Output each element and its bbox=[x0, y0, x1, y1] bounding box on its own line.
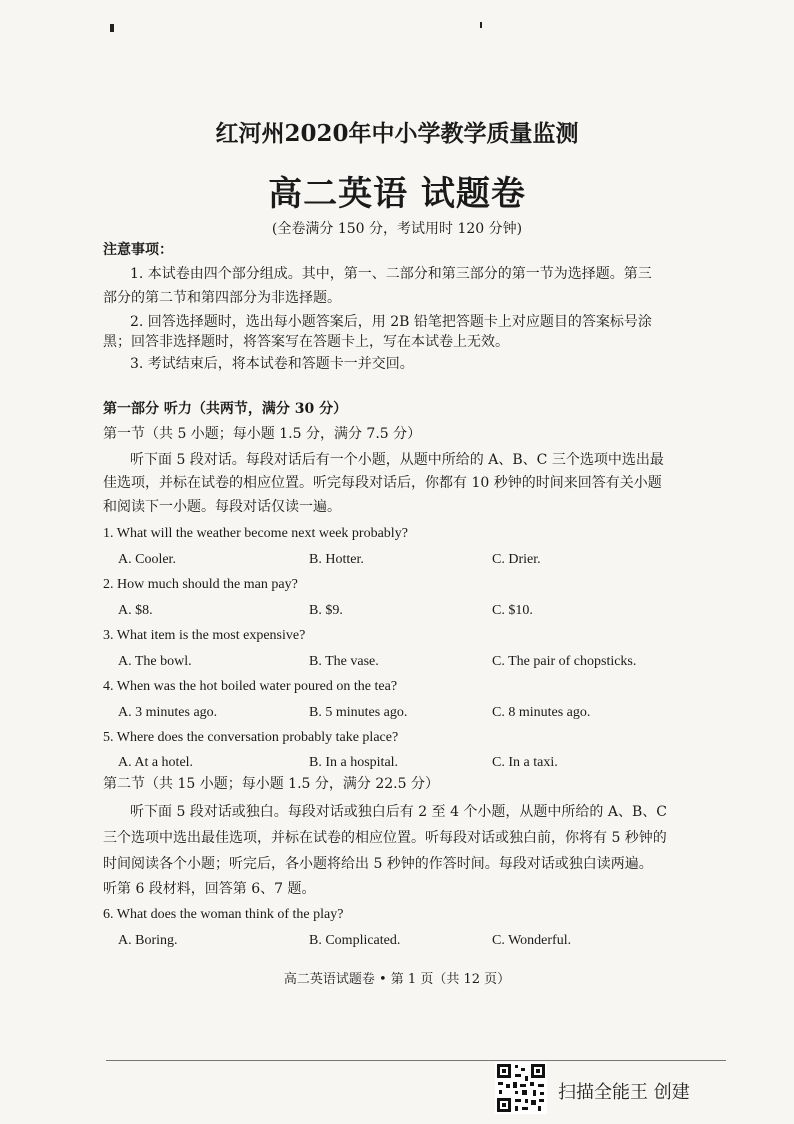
qr-code-icon bbox=[495, 1062, 547, 1114]
question-1: 1. What will the weather become next week probably? bbox=[103, 526, 408, 541]
exam-header-line1: 红河州2020年中小学教学质量监测 bbox=[215, 120, 579, 147]
q6-option-a: A. Boring. bbox=[118, 933, 178, 948]
notes-item1-line1: 1. 本试卷由四个部分组成。其中，第一、二部分和第三部分的第一节为选择题。第三 bbox=[130, 266, 652, 282]
q5-option-c: C. In a taxi. bbox=[492, 755, 558, 770]
section1-heading: 第一节（共 5 小题；每小题 1.5 分，满分 7.5 分） bbox=[103, 426, 422, 442]
q5-option-a: A. At a hotel. bbox=[118, 755, 194, 770]
section1-instr-line3: 和阅读下一小题。每段对话仅读一遍。 bbox=[103, 499, 341, 515]
notes-item2-line2: 黑；回答非选择题时，将答案写在答题卡上，写在本试卷上无效。 bbox=[103, 334, 509, 350]
q4-option-b: B. 5 minutes ago. bbox=[309, 705, 408, 720]
part1-heading: 第一部分 听力（共两节，满分 30 分） bbox=[103, 401, 348, 417]
section2-instr-line1: 听下面 5 段对话或独白。每段对话或独白后有 2 至 4 个小题，从题中所给的 A、B、C bbox=[130, 804, 667, 820]
q5-option-b: B. In a hospital. bbox=[309, 755, 399, 770]
scanner-watermark: 扫描全能王 创建 bbox=[558, 1082, 690, 1103]
question-3: 3. What item is the most expensive? bbox=[103, 628, 306, 643]
q3-option-c: C. The pair of chopsticks. bbox=[492, 654, 637, 669]
q4-option-a: A. 3 minutes ago. bbox=[118, 705, 218, 720]
q3-option-a: A. The bowl. bbox=[118, 654, 192, 669]
section1-instr-line2: 佳选项，并标在试卷的相应位置。听完每段对话后，你都有 10 秒钟的时间来回答有关小题 bbox=[103, 475, 662, 491]
section1-instr-line1: 听下面 5 段对话。每段对话后有一个小题，从题中所给的 A、B、C 三个选项中选出最 bbox=[130, 452, 664, 468]
notes-heading: 注意事项： bbox=[103, 242, 173, 258]
q6-option-c: C. Wonderful. bbox=[492, 933, 572, 948]
notes-item1-line2: 部分的第二节和第四部分为非选择题。 bbox=[103, 290, 341, 306]
q2-option-b: B. $9. bbox=[309, 603, 343, 618]
q2-option-a: A. $8. bbox=[118, 603, 153, 618]
q4-option-c: C. 8 minutes ago. bbox=[492, 705, 591, 720]
page-footer: 高二英语试题卷 • 第 1 页（共 12 页） bbox=[283, 972, 511, 987]
notes-item2-line1: 2. 回答选择题时，选出每小题答案后，用 2B 铅笔把答题卡上对应题目的答案标号涂 bbox=[130, 314, 652, 330]
exam-subtitle: (全卷满分 150 分，考试用时 120 分钟) bbox=[271, 221, 523, 237]
q1-option-b: B. Hotter. bbox=[309, 552, 364, 567]
scan-divider bbox=[106, 1060, 726, 1061]
question-2: 2. How much should the man pay? bbox=[103, 577, 298, 592]
section2-heading: 第二节（共 15 小题；每小题 1.5 分，满分 22.5 分） bbox=[103, 776, 439, 792]
q1-option-c: C. Drier. bbox=[492, 552, 541, 567]
exam-title: 高二英语 试题卷 bbox=[268, 174, 526, 214]
question-5: 5. Where does the conversation probably take place? bbox=[103, 730, 399, 745]
q6-option-b: B. Complicated. bbox=[309, 933, 401, 948]
notes-item3: 3. 考试结束后，将本试卷和答题卡一并交回。 bbox=[130, 356, 414, 372]
section2-instr-line2: 三个选项中选出最佳选项，并标在试卷的相应位置。听每段对话或独白前，你将有 5 秒钟的 bbox=[103, 830, 667, 846]
question-4: 4. When was the hot boiled water poured on the tea? bbox=[103, 679, 398, 694]
q3-option-b: B. The vase. bbox=[309, 654, 379, 669]
q2-option-c: C. $10. bbox=[492, 603, 533, 618]
q1-option-a: A. Cooler. bbox=[118, 552, 176, 567]
question-6: 6. What does the woman think of the play? bbox=[103, 907, 344, 922]
section2-instr-line4: 听第 6 段材料，回答第 6、7 题。 bbox=[103, 881, 316, 897]
scan-speck bbox=[110, 24, 114, 32]
section2-instr-line3: 时间阅读各个小题；听完后，各小题将给出 5 秒钟的作答时间。每段对话或独白读两遍。 bbox=[103, 856, 653, 872]
scan-speck bbox=[480, 22, 482, 28]
